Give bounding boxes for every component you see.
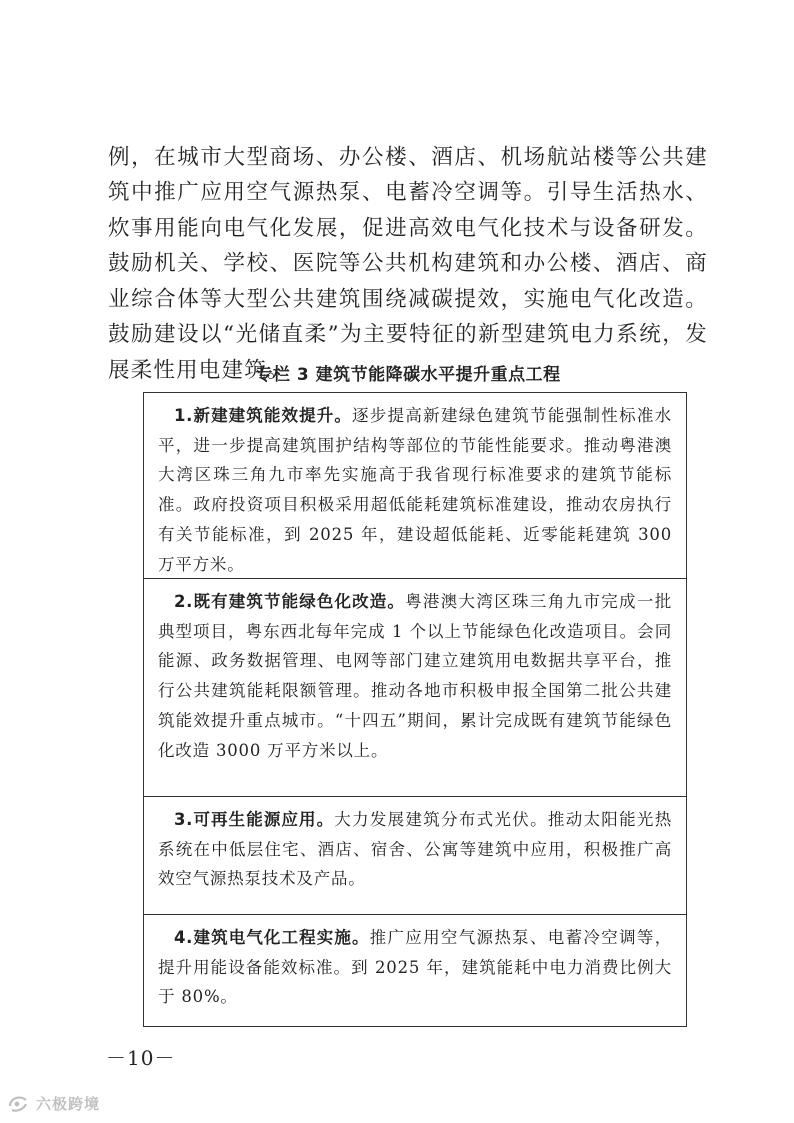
watermark	[6, 1092, 100, 1114]
project-item-title: 1.新建建筑能效提升。	[174, 406, 352, 425]
project-item-body: 大力发展建筑分布式光伏。推动太阳能光热系统在中低层住宅、酒店、宿舍、公寓等建筑中应用，积极推广高效空气源热泵技术及产品。	[158, 810, 672, 889]
project-item-retrofit	[144, 579, 686, 797]
watermark-text: 六极跨境	[36, 1094, 101, 1113]
project-item-body: 推广应用空气源热泵、电蓄冷空调等，提升用能设备能效标准。到 2025 年，建筑能耗中电力消费比例大于 80%。	[158, 928, 672, 1007]
project-item-title: 3.可再生能源应用。	[174, 810, 335, 829]
section-title: 专栏 3 建筑节能降碳水平提升重点工程	[255, 365, 561, 385]
project-item-title: 4.建筑电气化工程实施。	[174, 928, 370, 947]
project-box	[143, 392, 687, 1027]
project-item-renewable	[144, 797, 686, 915]
project-item-title: 2.既有建筑节能绿色化改造。	[174, 592, 406, 611]
project-item-body: 粤港澳大湾区珠三角九市完成一批典型项目，粤东西北每年完成 1 个以上节能绿色化改造项目。会同能源、政务数据管理、电网等部门建立建筑用电数据共享平台，推行公共建筑能耗限额管理。推动各地市积极申报全国第二批公共建筑能效提升重点城市。“十四五”期间，累计完成既有建筑节能绿色化改造 3000 万平方米以上。	[158, 592, 672, 760]
project-item-body: 逐步提高新建绿色建筑节能强制性标准水平，进一步提高建筑围护结构等部位的节能性能要求。推动粤港澳大湾区珠三角九市率先实施高于我省现行标准要求的建筑节能标准。政府投资项目积极采用超低能耗建筑标准建设，推动农房执行有关节能标准，到 2025 年，建设超低能耗、近零能耗建筑 300 万平方米。	[158, 406, 672, 574]
intro-paragraph: 例，在城市大型商场、办公楼、酒店、机场航站楼等公共建筑中推广应用空气源热泵、电蓄冷空调等。引导生活热水、炊事用能向电气化发展，促进高效电气化技术与设备研发。鼓励机关、学校、医院等公共机构建筑和办公楼、酒店、商业综合体等大型公共建筑围绕减碳提效，实施电气化改造。鼓励建设以“光储直柔”为主要特征的新型建筑电力系统，发展柔性用电建筑。	[108, 144, 708, 383]
logo-icon	[6, 1092, 30, 1114]
project-item-new-building	[144, 393, 686, 579]
project-item-electrification	[144, 915, 686, 1026]
page-number: －10－	[106, 1046, 176, 1070]
